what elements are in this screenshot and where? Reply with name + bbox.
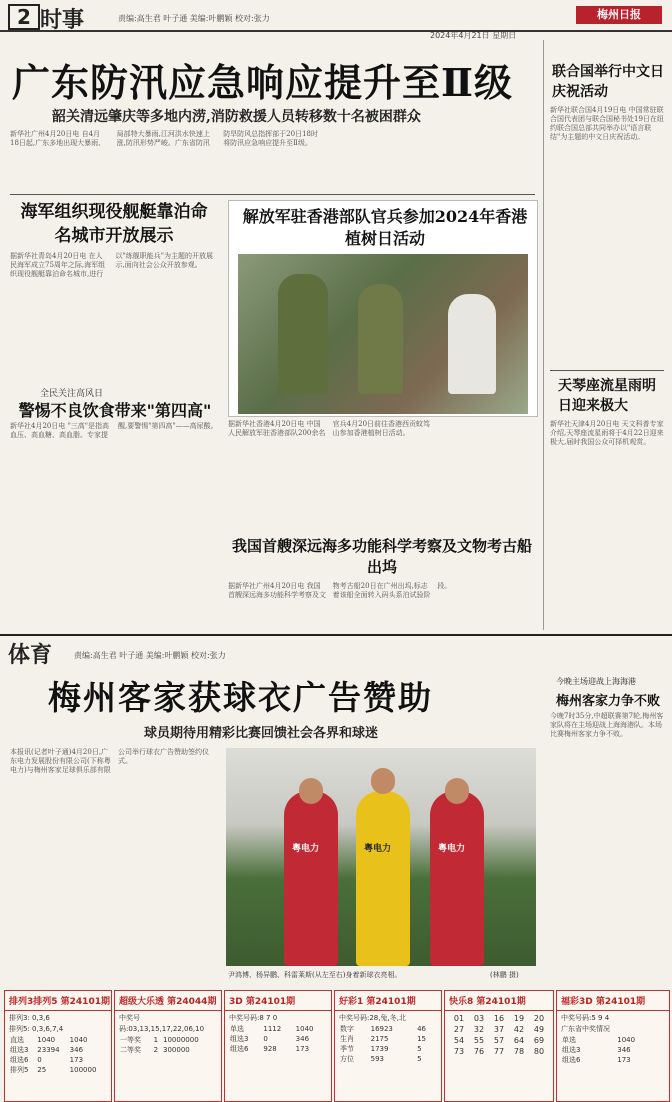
un-body: 新华社联合国4月19日电 中国常驻联合国代表团与联合国秘书处19日在纽约联合国总部共同举办以"语言联结"为主题的中文日庆祝活动。 (550, 106, 664, 141)
lottery-title: 3D 第24101期 (225, 991, 331, 1011)
lottery-number: 49 (533, 1025, 545, 1034)
lottery-line: 广东省中奖情况 (561, 1025, 610, 1033)
lottery-cell: 组选3 (10, 1046, 29, 1054)
lottery-cell: 173 (69, 1056, 84, 1064)
lottery-number: 16 (493, 1014, 505, 1023)
sports-body: 本报讯(记者叶子通)4月20日,广东电力发展股份有限公司(下称粤电力)与梅州客家足球俱乐部有限公司举行球衣广告赞助签约仪式。 (10, 748, 209, 774)
lottery-line: 排列5: 0,3,6,7,4 (9, 1025, 64, 1033)
lottery-row (229, 1024, 327, 1034)
lottery-cell: 组选6 (230, 1045, 249, 1053)
lottery-cell: 1 (153, 1036, 159, 1044)
lottery-cell: 直选 (10, 1036, 24, 1044)
lottery-line: 中奖号码:28,兔,冬,北 (339, 1014, 406, 1022)
lottery-cell: 组选3 (562, 1046, 581, 1054)
lottery-body (5, 1011, 111, 1077)
lottery-cell: 346 (617, 1046, 631, 1054)
sports-section-title: 体育 (8, 643, 53, 668)
lottery-cell: 组选3 (230, 1035, 249, 1043)
lottery-title: 好彩1 第24101期 (335, 991, 441, 1011)
lottery-cell: 300000 (163, 1046, 190, 1054)
lottery-box (334, 990, 442, 1102)
lottery-title: 排列3排列5 第24101期 (5, 991, 111, 1011)
tree-planting-photo (238, 254, 528, 414)
lottery-number: 77 (493, 1047, 505, 1056)
side-headline: 梅州客家力争不败 (556, 694, 661, 709)
newspaper-logo: 梅州日报 (576, 6, 662, 24)
side-kicker: 今晚主场迎战上海海港 (556, 677, 636, 686)
lottery-number: 54 (453, 1036, 465, 1045)
lottery-number: 76 (473, 1047, 485, 1056)
lottery-cell: 数字 (340, 1025, 354, 1033)
navy-body: 据新华社青岛4月20日电 在人民海军成立75周年之际,海军组织现役舰艇靠泊命名城市,进行以"练舰职能兵"为主题的开放展示,面向社会公众开放参观。 (10, 252, 213, 278)
lottery-cell: 346 (69, 1046, 84, 1054)
lottery-title: 超级大乐透 第24044期 (115, 991, 221, 1011)
lottery-cell: 生肖 (340, 1035, 354, 1043)
sports-subhead: 球员期待用精彩比赛回馈社会各界和球迷 (144, 726, 379, 741)
lottery-title: 福彩3D 第24101期 (557, 991, 669, 1011)
lottery-row (119, 1035, 217, 1045)
lottery-cell: 0 (37, 1056, 42, 1064)
lottery-row (561, 1055, 665, 1065)
player-head (299, 778, 323, 804)
team-photo (226, 748, 536, 966)
sports-editor-credits: 责编:高生君 叶子通 美编:叶鹏颖 校对:张力 (74, 651, 226, 660)
lottery-body (557, 1011, 669, 1067)
lottery-cell: 928 (263, 1045, 277, 1053)
sports-headline: 梅州客家获球衣广告赞助 (48, 678, 433, 717)
lottery-cell: 1040 (69, 1036, 88, 1044)
lottery-cell: 0 (263, 1035, 268, 1043)
lottery-number: 27 (453, 1025, 465, 1034)
lottery-row (339, 1054, 437, 1064)
lottery-number: 19 (513, 1014, 525, 1023)
lottery-row (9, 1045, 107, 1055)
lottery-number: 42 (513, 1025, 525, 1034)
lottery-number: 64 (513, 1036, 525, 1045)
lottery-body (445, 1011, 553, 1059)
lottery-line: 中奖号码:5 9 4 (561, 1014, 610, 1022)
lottery-cell: 单选 (562, 1036, 576, 1044)
lottery-row (561, 1045, 665, 1055)
lottery-box (114, 990, 222, 1102)
section-rule (0, 634, 672, 636)
section-divider (550, 370, 664, 371)
lottery-number: 37 (493, 1025, 505, 1034)
lottery-row (119, 1045, 217, 1055)
lottery-line: 中奖号码:03,13,15,17,22,06,10 (119, 1014, 205, 1033)
lottery-cell: 排列5 (10, 1066, 29, 1074)
diet-headline: 警惕不良饮食带来"第四高" (18, 401, 212, 420)
lottery-box (444, 990, 554, 1102)
lottery-body (115, 1011, 221, 1057)
lottery-box (4, 990, 112, 1102)
pla-body: 据新华社香港4月20日电 中国人民解放军驻香港部队200余名官兵4月20日前往香港西贡蚊笃山参加香港植树日活动。 (228, 420, 431, 437)
lottery-number: 32 (473, 1025, 485, 1034)
player-yellow: 粤电力 (356, 791, 410, 966)
issue-date: 2024年4月21日 星期日 (430, 31, 517, 40)
section-divider (10, 194, 535, 195)
lottery-number: 80 (533, 1047, 545, 1056)
lottery-cell: 1112 (263, 1025, 282, 1033)
lead-headline: 广东防汛应急响应提升至Ⅱ级 (12, 60, 514, 105)
lottery-cell: 1739 (370, 1045, 389, 1053)
lottery-number: 69 (533, 1036, 545, 1045)
lottery-cell: 二等奖 (120, 1046, 141, 1054)
lottery-cell: 593 (370, 1055, 384, 1063)
lottery-cell: 5 (417, 1045, 422, 1053)
lottery-body (335, 1011, 441, 1066)
lottery-number: 03 (473, 1014, 485, 1023)
ship-body: 据新华社广州4月20日电 我国首艘深远海多功能科学考察及文物考古船20日在广州出坞,标志着该船全面转入码头系泊试验阶段。 (228, 582, 452, 599)
pla-headline: 解放军驻香港部队官兵参加2024年香港植树日活动 (242, 207, 528, 248)
lottery-cell: 方位 (340, 1055, 354, 1063)
lottery-line: 中奖号码:8 7 0 (229, 1014, 278, 1022)
lottery-row (339, 1044, 437, 1054)
lottery-cell: 1040 (295, 1025, 314, 1033)
lottery-row (9, 1065, 107, 1075)
lottery-cell: 1040 (37, 1036, 56, 1044)
lottery-cell: 16923 (370, 1025, 393, 1033)
column-rule (543, 40, 544, 630)
lottery-cell: 10000000 (163, 1036, 199, 1044)
lottery-cell: 组选6 (10, 1056, 29, 1064)
lottery-cell: 一等奖 (120, 1036, 141, 1044)
lottery-number: 20 (533, 1014, 545, 1023)
lottery-cell: 46 (417, 1025, 426, 1033)
lottery-cell: 单选 (230, 1025, 244, 1033)
lottery-box (556, 990, 670, 1102)
lead-subhead: 韶关清远肇庆等多地内涝,消防救援人员转移数十名被困群众 (52, 109, 421, 125)
page-number: 2 (8, 4, 40, 30)
lottery-cell: 1040 (617, 1036, 636, 1044)
lottery-title: 快乐8 第24101期 (445, 991, 553, 1011)
lottery-cell: 346 (295, 1035, 310, 1043)
lottery-row (561, 1035, 665, 1045)
lottery-line: 排列3: 0,3,6 (9, 1014, 50, 1022)
meteor-body: 新华社天津4月20日电 天文科普专家介绍,天琴座流星雨将于4月22日迎来极大,届时我国公众可择机观赏。 (550, 420, 664, 446)
player-red-right: 粤电力 (430, 791, 484, 966)
meteor-headline: 天琴座流星雨明日迎来极大 (558, 378, 656, 414)
diet-body: 新华社4月20日电 "三高"是指高血压、高血糖、高血脂。专家提醒,要警惕"第四高"——高尿酸。 (10, 422, 218, 439)
lottery-number: 55 (473, 1036, 485, 1045)
lottery-cell: 15 (417, 1035, 426, 1043)
lottery-cell: 100000 (69, 1066, 97, 1074)
lottery-cell: 173 (617, 1056, 631, 1064)
lottery-number: 01 (453, 1014, 465, 1023)
lottery-number: 73 (453, 1047, 465, 1056)
player-head (371, 768, 395, 794)
lottery-cell: 组选6 (562, 1056, 581, 1064)
lead-body: 新华社广州4月20日电 自4月18日起,广东多地出现大暴雨、局部特大暴雨,江河洪水快速上涨,防汛形势严峻。广东省防汛防旱防风总指挥部于20日18时将防汛应急响应提升至Ⅱ级。 (10, 130, 319, 147)
photo-credit: (林鹏 摄) (490, 971, 519, 979)
section-title: 时事 (40, 8, 85, 33)
lottery-row (9, 1055, 107, 1065)
lottery-row (339, 1034, 437, 1044)
lottery-row (339, 1024, 437, 1034)
lottery-row (9, 1035, 107, 1045)
lottery-cell: 2 (153, 1046, 159, 1054)
lottery-number: 57 (493, 1036, 505, 1045)
player-head (445, 778, 469, 804)
side-body: 今晚7时35分,中超联赛第7轮,梅州客家队将在主场迎战上海海港队。本场比赛梅州客家力争不败。 (550, 712, 664, 738)
lottery-number: 78 (513, 1047, 525, 1056)
lottery-box (224, 990, 332, 1102)
lottery-cell: 2175 (370, 1035, 389, 1043)
photo-caption: 尹鸿博、杨异鹏、科雷莱斯(从左至右)身着新球衣亮相。 (228, 971, 402, 979)
ship-headline: 我国首艘深远海多功能科学考察及文物考古船出坞 (232, 537, 533, 576)
page-header (0, 0, 672, 32)
lottery-cell: 5 (417, 1055, 422, 1063)
lottery-cell: 23394 (37, 1046, 60, 1054)
lottery-row (229, 1034, 327, 1044)
lottery-cell: 季节 (340, 1045, 354, 1053)
player-red-left: 粤电力 (284, 791, 338, 966)
diet-kicker: 全民关注高风日 (40, 389, 104, 399)
navy-headline: 海军组织现役舰艇靠泊命名城市开放展示 (20, 202, 208, 246)
lottery-row (229, 1044, 327, 1054)
lottery-body (225, 1011, 331, 1056)
lottery-cell: 25 (37, 1066, 47, 1074)
editor-credits: 责编:高生君 叶子通 美编:叶鹏颖 校对:张力 (118, 14, 270, 23)
un-headline: 联合国举行中文日庆祝活动 (552, 64, 664, 100)
lottery-cell: 173 (295, 1045, 310, 1053)
